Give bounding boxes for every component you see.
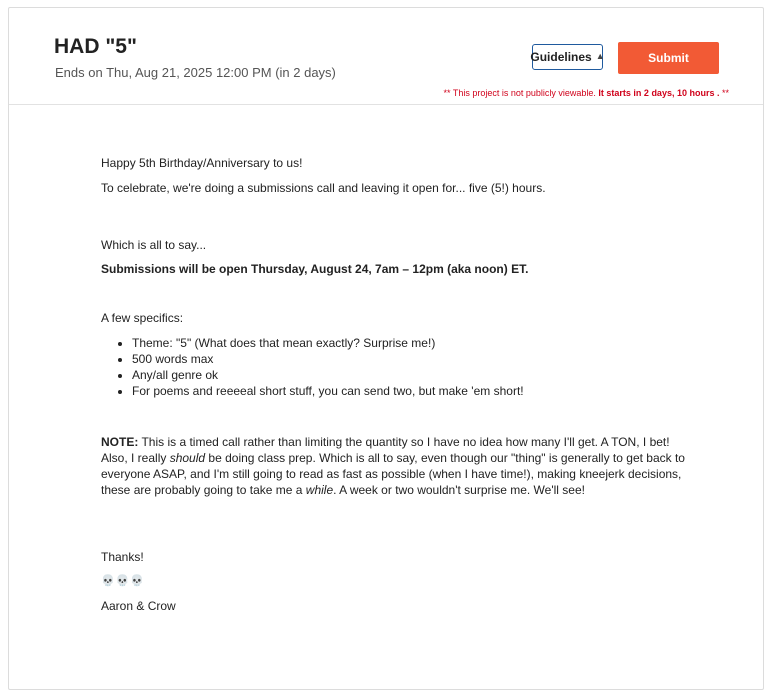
note-text: This is a timed call rather than limiting the quantity so I have no idea how many I'll get. A TON, I bet! Also, I really — [101, 435, 670, 465]
list-item: • For poems and reeeeal short stuff, you can send two, but make 'em short! — [132, 383, 524, 399]
signature: Aaron & Crow — [101, 599, 176, 613]
project-card — [8, 7, 764, 690]
visibility-notice — [443, 88, 729, 98]
chevron-up-icon: ▲ — [595, 51, 605, 61]
note-emphasis: while — [305, 483, 334, 497]
project-title: HAD "5" — [54, 35, 137, 58]
list-item: • Theme: "5" (What does that mean exactly? Surprise me!) — [132, 335, 524, 351]
intro-text: To celebrate, we're doing a submissions call and leaving it open for... five (5!) hours. — [101, 181, 546, 195]
note-paragraph — [101, 434, 691, 498]
notice-suffix: ** — [721, 88, 729, 98]
skull-icons: 💀💀💀 — [101, 575, 146, 587]
note-label: NOTE: — [101, 435, 139, 449]
notice-prefix: ** This project is not publicly viewable. — [443, 88, 596, 98]
thanks-text: Thanks! — [101, 550, 144, 564]
guidelines-label: Guidelines — [530, 50, 592, 64]
greeting: Happy 5th Birthday/Anniversary to us! — [101, 156, 303, 170]
transition-text: Which is all to say... — [101, 238, 207, 252]
note-emphasis: should — [169, 451, 206, 465]
note-text: be doing class prep. Which is all to say, even though our "thing" is generally to get back to everyone ASAP, and I'm still going to read as fast as possible (when I have time!), making kneejerk decisions, these are probably going to take me a — [101, 451, 685, 497]
guidelines-button[interactable] — [532, 44, 603, 70]
end-date: Ends on Thu, Aug 21, 2025 12:00 PM (in 2 days) — [55, 65, 336, 80]
list-item: • 500 words max — [132, 351, 524, 367]
note-text: . A week or two wouldn't surprise me. We'll see! — [333, 483, 585, 497]
notice-countdown: It starts in 2 days, 10 hours . — [598, 88, 720, 98]
specs-list — [101, 335, 524, 399]
submission-window: Submissions will be open Thursday, August 24, 7am – 12pm (aka noon) ET. — [101, 262, 529, 276]
project-header — [9, 8, 763, 105]
specs-intro: A few specifics: — [101, 311, 184, 325]
list-item: • Any/all genre ok — [132, 367, 524, 383]
submit-button[interactable]: Submit — [618, 42, 719, 74]
